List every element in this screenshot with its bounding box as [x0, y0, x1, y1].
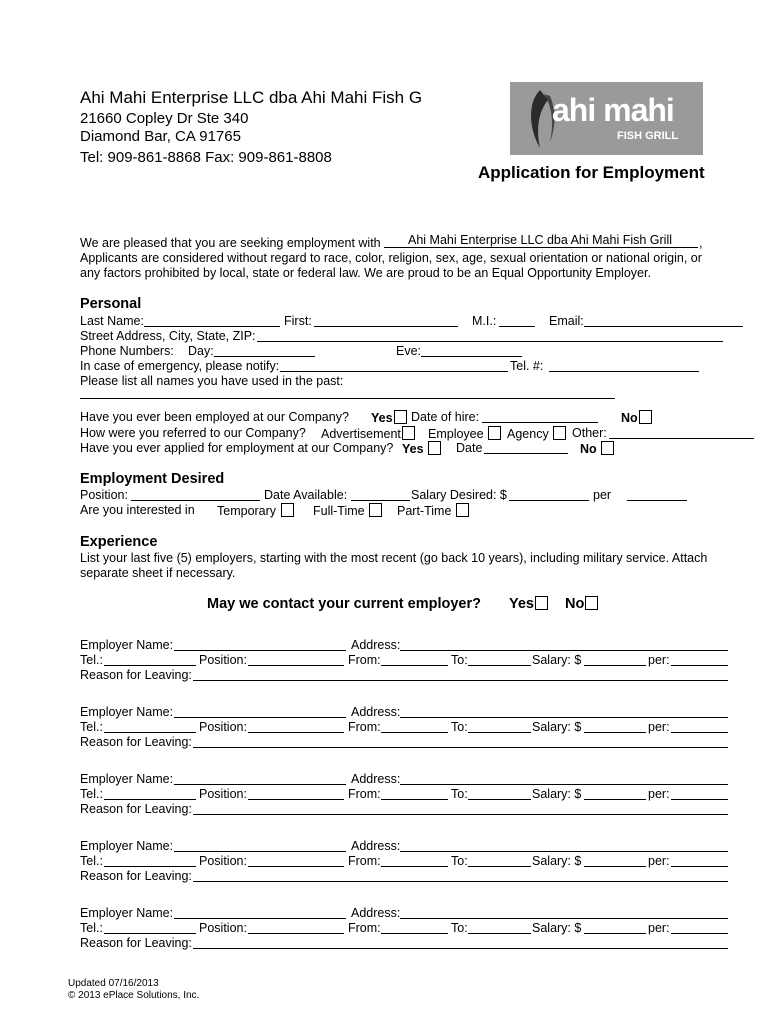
label-employer-address: Address: [351, 705, 401, 719]
intro-line3: any factors prohibited by local, state or federal law. We are proud to be an Equal Opportunity Employer. [80, 266, 651, 280]
employee-label: Employee [428, 427, 484, 441]
label-employer-address: Address: [351, 638, 401, 652]
label-reason-leaving: Reason for Leaving: [80, 668, 192, 682]
footer-copyright: © 2013 ePlace Solutions, Inc. [68, 990, 200, 1001]
employer-salary-field[interactable] [584, 933, 646, 934]
intro-line1: We are pleased that you are seeking employment with [80, 236, 381, 250]
date-of-hire-field[interactable] [482, 422, 598, 423]
company-city: Diamond Bar, CA 91765 [80, 128, 241, 145]
temporary-label: Temporary [217, 504, 277, 518]
label-reason-leaving: Reason for Leaving: [80, 869, 192, 883]
label-employer-salary: Salary: $ [532, 854, 582, 868]
label-employer-name: Employer Name: [80, 638, 174, 652]
applied-no-label: No [580, 442, 597, 456]
label-employer-salary: Salary: $ [532, 787, 582, 801]
label-employer-name: Employer Name: [80, 705, 174, 719]
employer-salary-field[interactable] [584, 665, 646, 666]
intro-company-filled[interactable]: Ahi Mahi Enterprise LLC dba Ahi Mahi Fish Grill [408, 233, 673, 247]
employer-position-field[interactable] [248, 866, 344, 867]
employer-from-field[interactable] [381, 866, 448, 867]
part-time-label: Part-Time [397, 504, 452, 518]
label-employer-tel: Tel.: [80, 921, 103, 935]
day-phone-field[interactable] [214, 356, 315, 357]
employed-yes-label: Yes [371, 411, 393, 425]
employee-checkbox[interactable] [488, 426, 501, 440]
full-time-label: Full-Time [313, 504, 365, 518]
option-temporary[interactable] [217, 503, 294, 518]
employer-name-field[interactable] [174, 784, 346, 785]
referred-advertisement[interactable] [321, 426, 415, 441]
label-employer-to: To: [451, 921, 468, 935]
company-street: 21660 Copley Dr Ste 340 [80, 110, 249, 127]
referred-employee[interactable] [428, 426, 501, 441]
label-first: First: [284, 314, 312, 328]
applied-yes-checkbox[interactable] [428, 441, 441, 455]
label-employer-address: Address: [351, 772, 401, 786]
applied-no[interactable] [580, 441, 614, 456]
label-reason-leaving: Reason for Leaving: [80, 802, 192, 816]
referred-question: How were you referred to our Company? [80, 426, 306, 440]
reason-leaving-field[interactable] [193, 881, 728, 882]
label-employer-per: per: [648, 921, 670, 935]
employer-per-field[interactable] [671, 732, 728, 733]
agency-checkbox[interactable] [553, 426, 566, 440]
label-position: Position: [80, 488, 128, 502]
full-time-checkbox[interactable] [369, 503, 382, 517]
contact-no[interactable] [565, 596, 598, 612]
employer-from-field[interactable] [381, 799, 448, 800]
address-field[interactable] [257, 341, 723, 342]
footer-updated: Updated 07/16/2013 [68, 978, 159, 989]
employer-per-field[interactable] [671, 665, 728, 666]
employed-no[interactable] [621, 410, 652, 425]
contact-yes-checkbox[interactable] [535, 596, 548, 610]
advertisement-checkbox[interactable] [402, 426, 415, 440]
label-employer-to: To: [451, 653, 468, 667]
salary-per-field[interactable] [627, 500, 687, 501]
section-experience: Experience [80, 534, 158, 550]
employer-address-field[interactable] [400, 717, 728, 718]
label-mi: M.I.: [472, 314, 497, 328]
label-applied-date: Date [456, 441, 483, 455]
emergency-contact-field[interactable] [280, 371, 508, 372]
label-employer-tel: Tel.: [80, 787, 103, 801]
label-date-available: Date Available: [264, 488, 348, 502]
salary-desired-field[interactable] [509, 500, 589, 501]
reason-leaving-field[interactable] [193, 814, 728, 815]
employer-to-field[interactable] [468, 732, 531, 733]
label-employer-salary: Salary: $ [532, 653, 582, 667]
label-employer-from: From: [348, 720, 381, 734]
experience-instructions-1: List your last five (5) employers, starting with the most recent (go back 10 years), including military service. Attach [80, 551, 708, 565]
email-field[interactable] [584, 326, 743, 327]
contact-yes-label: Yes [509, 596, 534, 612]
reason-leaving-field[interactable] [193, 680, 728, 681]
employer-tel-field[interactable] [104, 866, 196, 867]
label-phone-numbers: Phone Numbers: [80, 344, 174, 358]
employed-no-checkbox[interactable] [639, 410, 652, 424]
label-per: per [593, 488, 612, 502]
advertisement-label: Advertisement [321, 427, 401, 441]
mi-field[interactable] [499, 326, 535, 327]
label-tel: Tel. #: [510, 359, 544, 373]
employer-name-field[interactable] [174, 851, 346, 852]
label-employer-position: Position: [199, 854, 247, 868]
label-employer-salary: Salary: $ [532, 720, 582, 734]
label-employer-per: per: [648, 787, 670, 801]
intro-comma: , [699, 236, 703, 250]
employer-position-field[interactable] [248, 799, 344, 800]
referred-other-field[interactable] [609, 438, 754, 439]
label-date-of-hire: Date of hire: [411, 410, 480, 424]
employer-name-field[interactable] [174, 717, 346, 718]
label-employer-name: Employer Name: [80, 906, 174, 920]
label-day: Day: [188, 344, 214, 358]
label-employer-position: Position: [199, 787, 247, 801]
employer-per-field[interactable] [671, 799, 728, 800]
label-reason-leaving: Reason for Leaving: [80, 936, 192, 950]
applied-yes-label: Yes [402, 442, 424, 456]
label-employer-per: per: [648, 653, 670, 667]
label-employer-to: To: [451, 720, 468, 734]
employer-address-field[interactable] [400, 851, 728, 852]
label-employer-tel: Tel.: [80, 653, 103, 667]
reason-leaving-field[interactable] [193, 747, 728, 748]
employed-yes[interactable] [371, 410, 407, 425]
label-employer-salary: Salary: $ [532, 921, 582, 935]
label-eve: Eve: [396, 344, 422, 358]
label-employer-to: To: [451, 854, 468, 868]
employer-position-field[interactable] [248, 732, 344, 733]
last-name-field[interactable] [144, 326, 280, 327]
employer-from-field[interactable] [381, 732, 448, 733]
applied-no-checkbox[interactable] [601, 441, 614, 455]
reason-leaving-field[interactable] [193, 948, 728, 949]
applied-date-field[interactable] [484, 453, 568, 454]
experience-instructions-2: separate sheet if necessary. [80, 566, 236, 580]
label-emergency: In case of emergency, please notify: [80, 359, 280, 373]
label-salary-desired: Salary Desired: $ [411, 488, 507, 502]
label-employer-name: Employer Name: [80, 772, 174, 786]
employer-to-field[interactable] [468, 866, 531, 867]
logo-subtitle: FISH GRILL [617, 130, 679, 142]
logo-wordmark: ahi mahi [552, 92, 674, 128]
label-employer-position: Position: [199, 653, 247, 667]
contact-no-checkbox[interactable] [585, 596, 598, 610]
employer-position-field[interactable] [248, 665, 344, 666]
label-employer-tel: Tel.: [80, 720, 103, 734]
names-used-field[interactable] [80, 398, 615, 399]
employer-address-field[interactable] [400, 650, 728, 651]
option-full-time[interactable] [313, 503, 382, 518]
employed-yes-checkbox[interactable] [394, 410, 407, 424]
label-employer-position: Position: [199, 720, 247, 734]
label-employer-address: Address: [351, 906, 401, 920]
employer-to-field[interactable] [468, 799, 531, 800]
employer-name-field[interactable] [174, 650, 346, 651]
employer-salary-field[interactable] [584, 799, 646, 800]
employer-salary-field[interactable] [584, 866, 646, 867]
label-interested: Are you interested in [80, 503, 195, 517]
employer-position-field[interactable] [248, 933, 344, 934]
employer-tel-field[interactable] [104, 732, 196, 733]
employer-address-field[interactable] [400, 918, 728, 919]
employer-to-field[interactable] [468, 933, 531, 934]
label-employer-to: To: [451, 787, 468, 801]
company-phone: Tel: 909-861-8868 Fax: 909-861-8808 [80, 149, 332, 166]
agency-label: Agency [507, 427, 549, 441]
first-name-field[interactable] [314, 326, 458, 327]
label-employer-tel: Tel.: [80, 854, 103, 868]
label-employer-from: From: [348, 921, 381, 935]
label-other: Other: [572, 426, 607, 440]
label-reason-leaving: Reason for Leaving: [80, 735, 192, 749]
employer-address-field[interactable] [400, 784, 728, 785]
label-employer-position: Position: [199, 921, 247, 935]
employer-from-field[interactable] [381, 933, 448, 934]
applied-yes[interactable] [402, 441, 441, 456]
label-email: Email: [549, 314, 584, 328]
label-last-name: Last Name: [80, 314, 144, 328]
emergency-tel-field[interactable] [549, 371, 699, 372]
employer-tel-field[interactable] [104, 933, 196, 934]
contact-yes[interactable] [509, 596, 548, 612]
label-employer-from: From: [348, 653, 381, 667]
employer-name-field[interactable] [174, 918, 346, 919]
intro-line2: Applicants are considered without regard to race, color, religion, sex, age, sexual orientation or national origin, or [80, 251, 702, 265]
employer-tel-field[interactable] [104, 799, 196, 800]
label-employer-per: per: [648, 854, 670, 868]
employed-no-label: No [621, 411, 638, 425]
employed-question: Have you ever been employed at our Company? [80, 410, 349, 424]
option-part-time[interactable] [397, 503, 469, 518]
form-title: Application for Employment [478, 163, 705, 182]
label-employer-from: From: [348, 854, 381, 868]
eve-phone-field[interactable] [421, 356, 522, 357]
contact-no-label: No [565, 596, 585, 612]
company-logo [510, 82, 703, 155]
date-available-field[interactable] [351, 500, 410, 501]
label-employer-from: From: [348, 787, 381, 801]
referred-agency[interactable] [507, 426, 566, 441]
employer-to-field[interactable] [468, 665, 531, 666]
label-employer-per: per: [648, 720, 670, 734]
label-employer-address: Address: [351, 839, 401, 853]
position-field[interactable] [131, 500, 260, 501]
employer-per-field[interactable] [671, 933, 728, 934]
employer-from-field[interactable] [381, 665, 448, 666]
section-employment-desired: Employment Desired [80, 471, 225, 487]
part-time-checkbox[interactable] [456, 503, 469, 517]
company-name: Ahi Mahi Enterprise LLC dba Ahi Mahi Fish G [80, 88, 423, 107]
employer-tel-field[interactable] [104, 665, 196, 666]
section-personal: Personal [80, 296, 142, 312]
label-employer-name: Employer Name: [80, 839, 174, 853]
contact-employer-question: May we contact your current employer? [207, 596, 481, 612]
applied-question: Have you ever applied for employment at our Company? [80, 441, 394, 455]
label-address: Street Address, City, State, ZIP: [80, 329, 256, 343]
employer-salary-field[interactable] [584, 732, 646, 733]
label-names-used: Please list all names you have used in the past: [80, 374, 344, 388]
temporary-checkbox[interactable] [281, 503, 294, 517]
employer-per-field[interactable] [671, 866, 728, 867]
